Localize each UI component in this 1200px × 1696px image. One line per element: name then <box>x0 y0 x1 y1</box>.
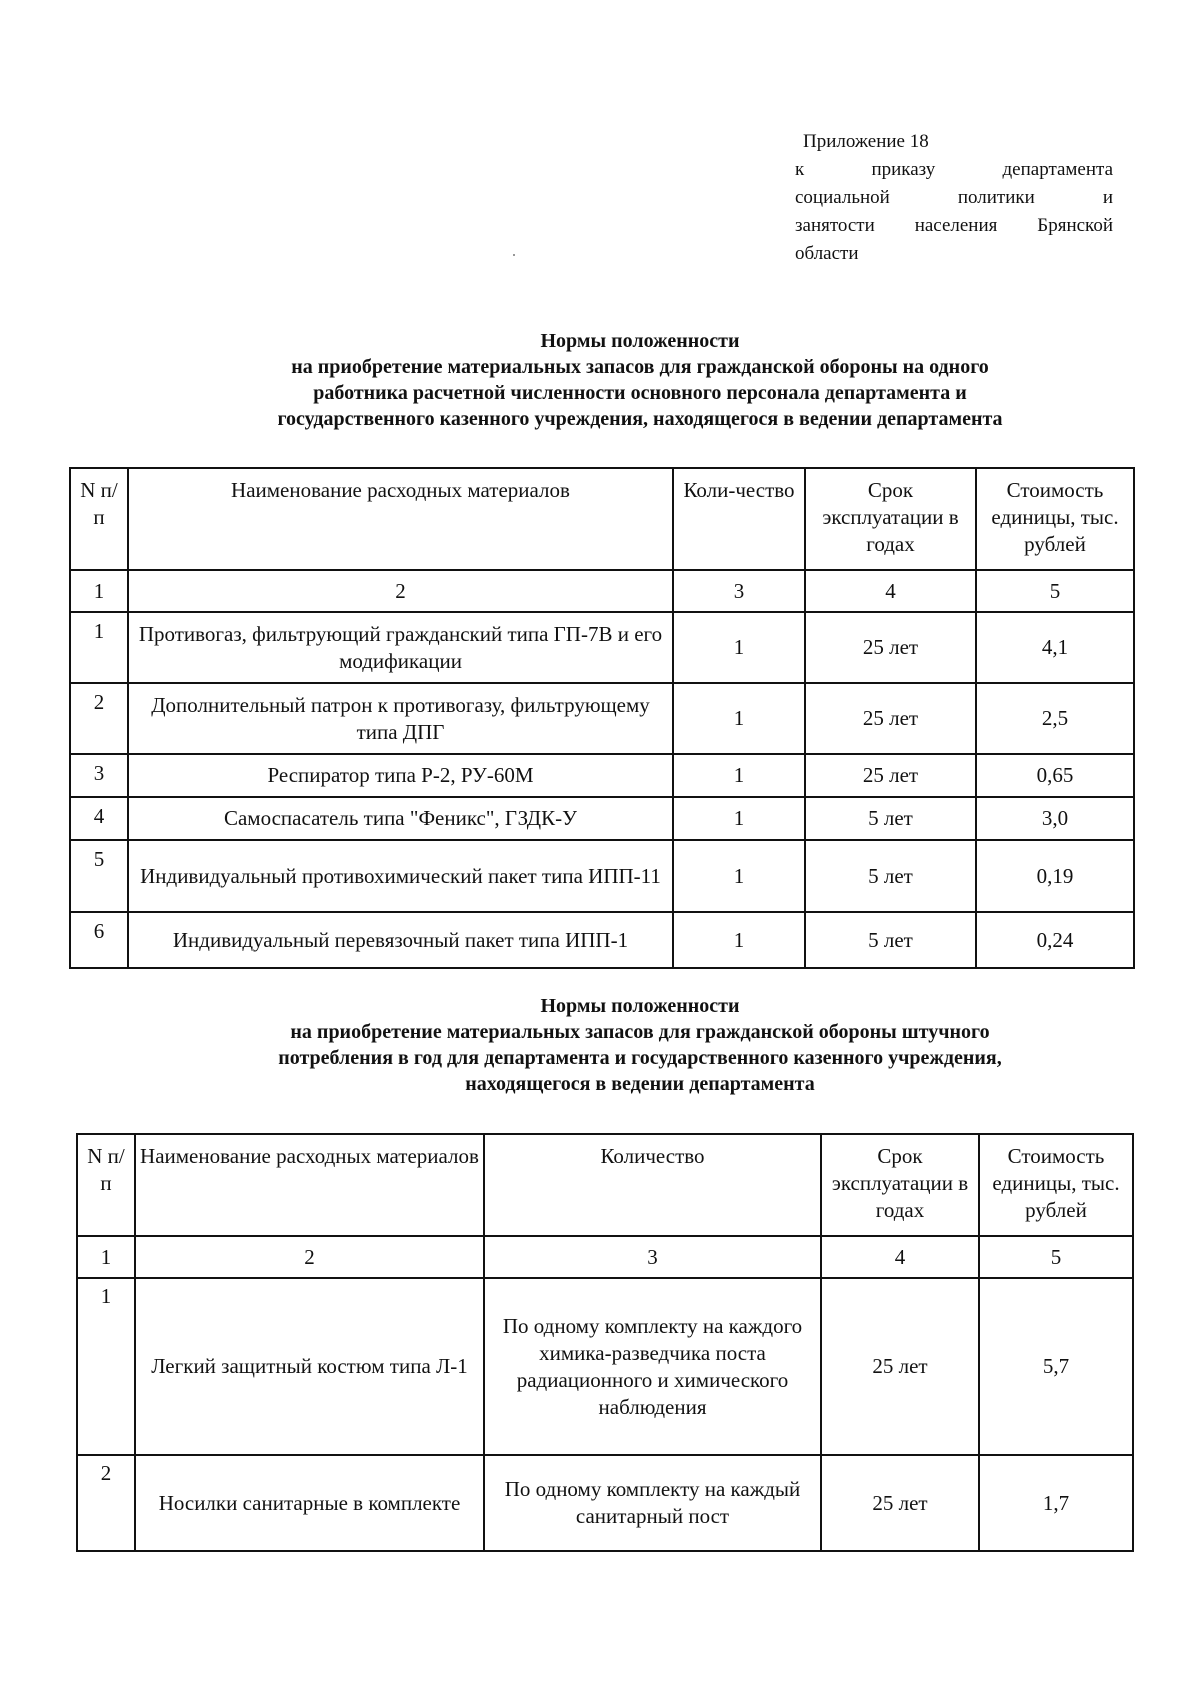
table-row <box>70 912 1134 968</box>
table-row <box>70 840 1134 912</box>
item-term: 25 лет <box>821 1455 979 1551</box>
table-row <box>77 1278 1133 1455</box>
heading-line: на приобретение материальных запасов для гражданской обороны штучного <box>290 1021 990 1043</box>
item-cost: 5,7 <box>979 1278 1133 1455</box>
item-cost: 0,19 <box>976 840 1134 912</box>
appendix-reference <box>795 128 1113 268</box>
heading-line: находящегося в ведении департамента <box>465 1073 815 1095</box>
item-cost: 0,65 <box>976 754 1134 797</box>
table-row <box>70 797 1134 840</box>
item-term: 25 лет <box>821 1278 979 1455</box>
appendix-title: Приложение 18 <box>803 131 929 152</box>
item-term: 25 лет <box>805 754 976 797</box>
header-cell: Коли-чество <box>673 468 805 570</box>
table-header-row <box>70 468 1134 570</box>
row-number: 1 <box>70 612 128 683</box>
item-quantity: 1 <box>673 612 805 683</box>
table-row <box>70 683 1134 754</box>
column-number: 5 <box>979 1236 1133 1278</box>
heading-line: Нормы положенности <box>540 995 740 1017</box>
heading-line: потребления в год для департамента и государственного казенного учреждения, <box>278 1047 1002 1069</box>
item-quantity: По одному комплекту на каждого химика-разведчика поста радиационного и химического наблюдения <box>484 1278 821 1455</box>
table-row <box>70 754 1134 797</box>
column-number: 5 <box>976 570 1134 612</box>
item-name: Носилки санитарные в комплекте <box>135 1455 484 1551</box>
row-number: 3 <box>70 754 128 797</box>
heading-line: работника расчетной численности основного персонала департамента и <box>313 382 967 404</box>
item-quantity: 1 <box>673 683 805 754</box>
item-cost: 4,1 <box>976 612 1134 683</box>
heading-line: государственного казенного учреждения, находящегося в ведении департамента <box>277 408 1003 430</box>
item-name: Дополнительный патрон к противогазу, фильтрующему типа ДПГ <box>128 683 673 754</box>
item-name: Противогаз, фильтрующий гражданский типа ГП-7В и его модификации <box>128 612 673 683</box>
row-number: 4 <box>70 797 128 840</box>
appendix-line: занятости населения Брянской <box>795 215 1113 236</box>
item-name: Респиратор типа Р-2, РУ-60М <box>128 754 673 797</box>
scan-speck <box>513 254 515 256</box>
column-number: 3 <box>673 570 805 612</box>
section1-heading <box>80 328 1200 432</box>
item-name: Легкий защитный костюм типа Л-1 <box>135 1278 484 1455</box>
row-number: 1 <box>77 1278 135 1455</box>
column-number-row <box>77 1236 1133 1278</box>
item-name: Самоспасатель типа "Феникс", ГЗДК-У <box>128 797 673 840</box>
appendix-line: социальной политики и <box>795 187 1113 208</box>
column-number: 4 <box>821 1236 979 1278</box>
item-name: Индивидуальный противохимический пакет типа ИПП-11 <box>128 840 673 912</box>
section2-heading <box>90 993 1190 1097</box>
header-cell: N п/п <box>77 1134 135 1236</box>
row-number: 6 <box>70 912 128 968</box>
item-term: 5 лет <box>805 797 976 840</box>
header-cell: N п/п <box>70 468 128 570</box>
heading-line: на приобретение материальных запасов для гражданской обороны на одного <box>291 356 989 378</box>
header-cell: Количество <box>484 1134 821 1236</box>
heading-line: Нормы положенности <box>540 330 740 352</box>
item-name: Индивидуальный перевязочный пакет типа ИПП-1 <box>128 912 673 968</box>
column-number: 1 <box>70 570 128 612</box>
column-number: 4 <box>805 570 976 612</box>
item-quantity: 1 <box>673 754 805 797</box>
item-quantity: По одному комплекту на каждый санитарный пост <box>484 1455 821 1551</box>
header-cell: Срок эксплуатации в годах <box>805 468 976 570</box>
header-cell: Наименование расходных материалов <box>128 468 673 570</box>
header-cell: Стоимость единицы, тыс. рублей <box>976 468 1134 570</box>
column-number-row <box>70 570 1134 612</box>
appendix-line: к приказу департамента <box>795 159 1113 180</box>
item-term: 5 лет <box>805 912 976 968</box>
norms-table-consumption <box>76 1133 1134 1552</box>
column-number: 3 <box>484 1236 821 1278</box>
column-number: 2 <box>135 1236 484 1278</box>
item-term: 25 лет <box>805 612 976 683</box>
header-cell: Наименование расходных материалов <box>135 1134 484 1236</box>
table-row <box>70 612 1134 683</box>
column-number: 2 <box>128 570 673 612</box>
table-header-row <box>77 1134 1133 1236</box>
table-row <box>77 1455 1133 1551</box>
item-term: 25 лет <box>805 683 976 754</box>
row-number: 2 <box>70 683 128 754</box>
header-cell: Срок эксплуатации в годах <box>821 1134 979 1236</box>
item-quantity: 1 <box>673 912 805 968</box>
item-quantity: 1 <box>673 840 805 912</box>
row-number: 2 <box>77 1455 135 1551</box>
item-term: 5 лет <box>805 840 976 912</box>
item-cost: 0,24 <box>976 912 1134 968</box>
item-cost: 2,5 <box>976 683 1134 754</box>
item-quantity: 1 <box>673 797 805 840</box>
norms-table-personnel <box>69 467 1135 969</box>
appendix-line: области <box>795 243 859 264</box>
item-cost: 3,0 <box>976 797 1134 840</box>
row-number: 5 <box>70 840 128 912</box>
header-cell: Стоимость единицы, тыс. рублей <box>979 1134 1133 1236</box>
item-cost: 1,7 <box>979 1455 1133 1551</box>
column-number: 1 <box>77 1236 135 1278</box>
